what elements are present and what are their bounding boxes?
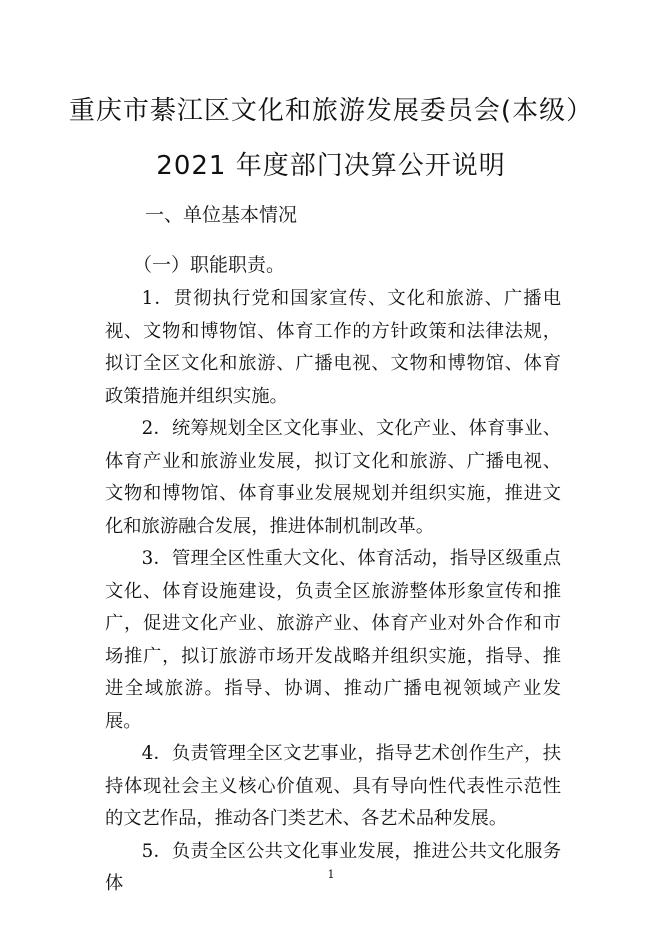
subsection-heading: （一）职能职责。 bbox=[133, 254, 286, 276]
page-number: 1 bbox=[327, 868, 335, 881]
paragraph-5: 5．负责全区公共文化事业发展，推进公共文化服务体 bbox=[105, 840, 561, 894]
document-body bbox=[105, 283, 561, 901]
paragraph-2: 2．统筹规划全区文化事业、文化产业、体育事业、体育产业和旅游业发展，拟订文化和旅游、广播电视、文物和博物馆、体育事业发展规划并组织实施，推进文化和旅游融合发展，推进体制机制改革。 bbox=[105, 418, 561, 537]
paragraph-1: 1．贯彻执行党和国家宣传、文化和旅游、广播电视、文物和博物馆、体育工作的方针政策和法律法规，拟订全区文化和旅游、广播电视、文物和博物馆、体育政策措施并组织实施。 bbox=[105, 288, 561, 407]
section-heading: 一、单位基本情况 bbox=[145, 204, 298, 226]
document-title-line-1: 重庆市綦江区文化和旅游发展委员会(本级） bbox=[68, 96, 594, 126]
document-title-line-2: 2021 年度部门决算公开说明 bbox=[156, 151, 506, 181]
paragraph-4: 4．负责管理全区文艺事业，指导艺术创作生产，扶持体现社会主义核心价值观、具有导向性代表性示范性的文艺作品，推动各门类艺术、各艺术品种发展。 bbox=[105, 743, 561, 829]
paragraph-3: 3．管理全区性重大文化、体育活动，指导区级重点文化、体育设施建设，负责全区旅游整体形象宣传和推广，促进文化产业、旅游产业、体育产业对外合作和市场推广，拟订旅游市场开发战略并组织实施，指导、推进全域旅游。指导、协调、推动广播电视领域产业发展。 bbox=[105, 548, 561, 732]
